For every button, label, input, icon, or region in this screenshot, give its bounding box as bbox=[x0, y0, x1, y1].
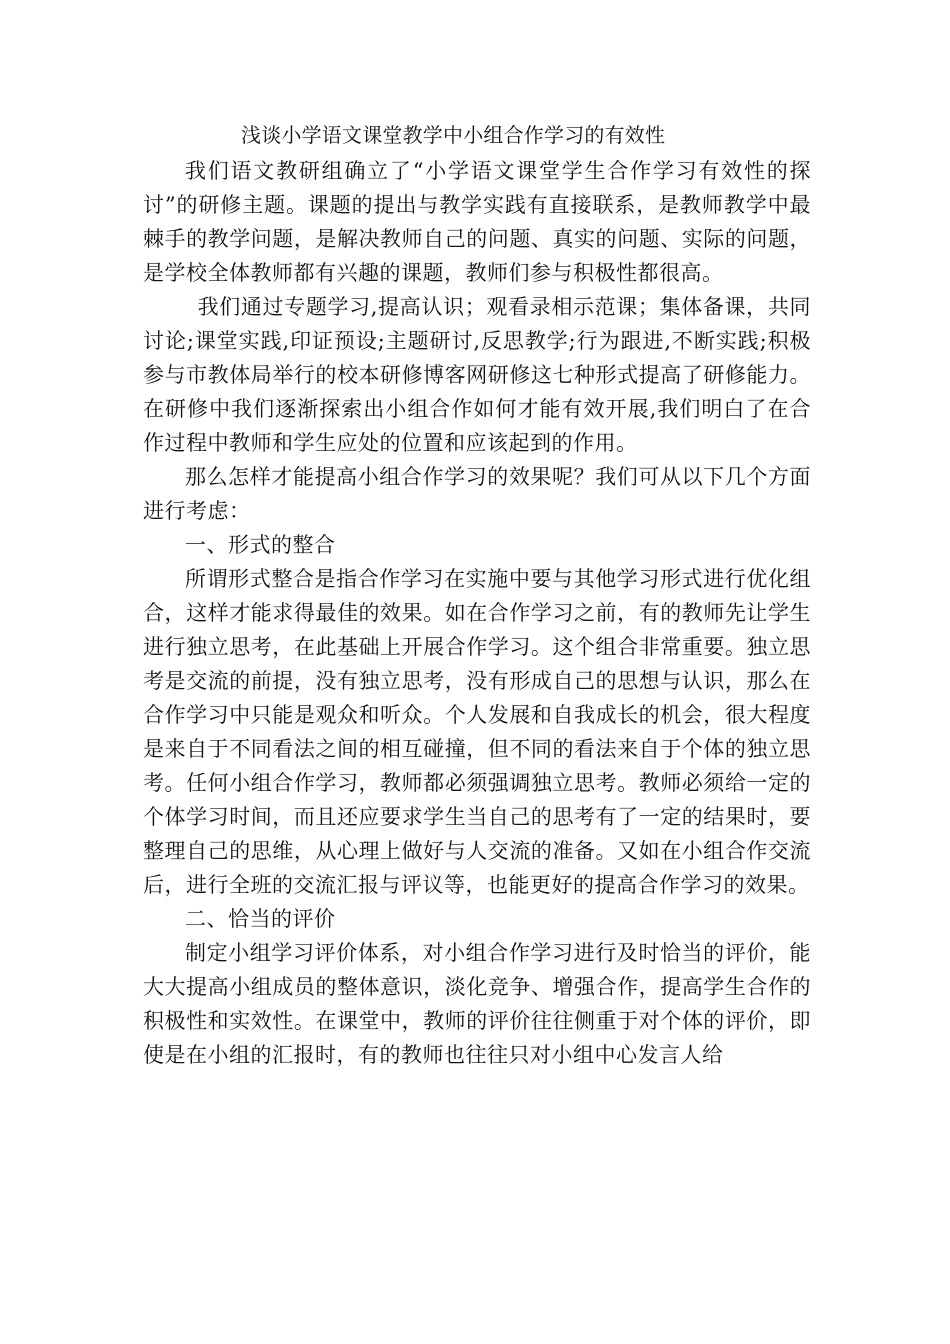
paragraph-intro: 我们语文教研组确立了“小学语文课堂学生合作学习有效性的探讨”的研修主题。课题的提出与教学实践有直接联系，是教师教学中最棘手的教学问题，是解决教师自己的问题、真实的问题、实际的问题，是学校全体教师都有兴趣的课题，教师们参与积极性都很高。 bbox=[143, 159, 811, 285]
paragraph-methods: 我们通过专题学习,提高认识；观看录相示范课；集体备课，共同讨论;课堂实践,印证预设;主题研讨,反思教学;行为跟进,不断实践;积极参与市教体局举行的校本研修博客网研修这七种形式提高了研修能力。在研修中我们逐渐探索出小组合作如何才能有效开展,我们明白了在合作过程中教师和学生应处的位置和应该起到的作用。 bbox=[143, 295, 811, 455]
paragraph-evaluation: 制定小组学习评价体系，对小组合作学习进行及时恰当的评价，能大大提高小组成员的整体意识，淡化竞争、增强合作，提高学生合作的积极性和实效性。在课堂中，教师的评价往往侧重于对个体的评价，即使是在小组的汇报时，有的教师也往往只对小组中心发言人给 bbox=[143, 941, 811, 1067]
document-title: 浅谈小学语文课堂教学中小组合作学习的有效性 bbox=[241, 123, 666, 147]
paragraph-question: 那么怎样才能提高小组合作学习的效果呢？我们可从以下几个方面进行考虑： bbox=[143, 465, 811, 523]
paragraph-form-integration: 所谓形式整合是指合作学习在实施中要与其他学习形式进行优化组合，这样才能求得最佳的效果。如在合作学习之前，有的教师先让学生进行独立思考，在此基础上开展合作学习。这个组合非常重要。独立思考是交流的前提，没有独立思考，没有形成自己的思想与认识，那么在合作学习中只能是观众和听众。个人发展和自我成长的机会，很大程度是来自于不同看法之间的相互碰撞，但不同的看法来自于个体的独立思考。任何小组合作学习，教师都必须强调独立思考。教师必须给一定的个体学习时间，而且还应要求学生当自己的思考有了一定的结果时，要整理自己的思维，从心理上做好与人交流的准备。又如在小组合作交流后，进行全班的交流汇报与评议等，也能更好的提高合作学习的效果。 bbox=[143, 567, 811, 897]
document-body bbox=[143, 118, 811, 1072]
section-heading-evaluation: 二、恰当的评价 bbox=[185, 907, 336, 931]
section-heading-form-integration: 一、形式的整合 bbox=[185, 533, 336, 557]
